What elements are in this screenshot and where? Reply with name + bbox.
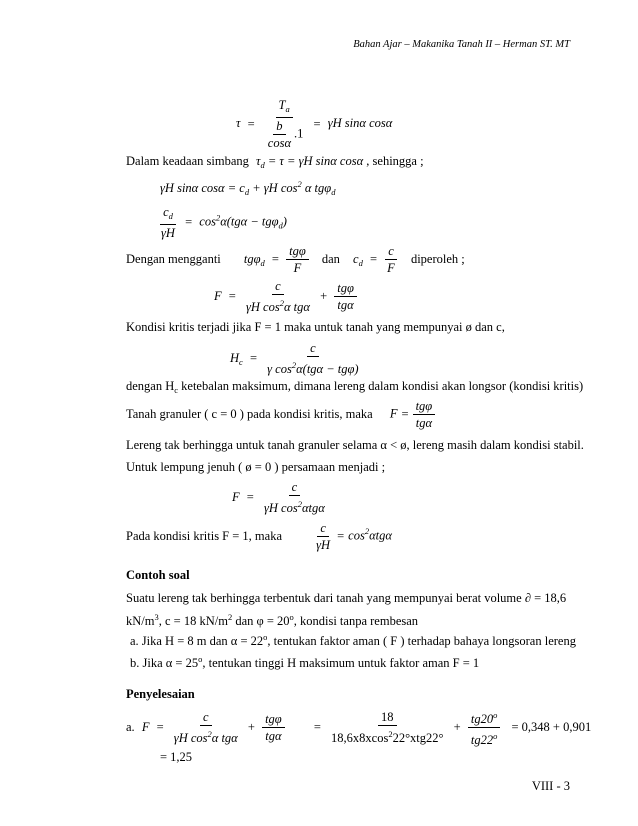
p2-num1: tgφ bbox=[286, 244, 309, 260]
sol-num4a: tg20 bbox=[470, 712, 494, 726]
eq3-sup: 2 bbox=[215, 212, 221, 223]
equation-5: $H_c$ = $\frac{c}{\gamma \cos^2\alpha(tg\alpha - tg\varphi)}$ bbox=[230, 341, 359, 376]
question-b bbox=[130, 654, 479, 671]
p2-num2: c bbox=[385, 244, 397, 260]
p9-l2sup: 3 bbox=[154, 612, 159, 622]
sol-num4b: o bbox=[493, 710, 498, 720]
equation-3 bbox=[158, 205, 287, 240]
p8-text: Pada kondisi kritis F = 1, maka bbox=[126, 529, 282, 543]
eq1-den-tail: .1 bbox=[294, 126, 304, 141]
eq1-equals: = bbox=[247, 116, 255, 131]
qa-a: a. Jika H = 8 m dan α = 22 bbox=[130, 634, 264, 648]
p9-l2a: kN/m bbox=[126, 614, 155, 628]
heading-contoh-soal: Contoh soal bbox=[126, 568, 190, 582]
solution-final: = 1,25 bbox=[160, 750, 193, 764]
qb-b: , tentukan tinggi H maksimum untuk faktor aman F = 1 bbox=[202, 656, 480, 670]
sol-num1: c bbox=[200, 710, 212, 726]
eq2-text: γH sinα cosα = c bbox=[160, 181, 245, 195]
eq6-num: c bbox=[289, 480, 301, 496]
paragraph-keadaan bbox=[126, 154, 424, 170]
eq2-tail: α tgφ bbox=[304, 181, 332, 195]
eq6-den-a: γH cos bbox=[263, 501, 298, 515]
sol-label: a. bbox=[126, 720, 135, 734]
p8-rhs-b: 2 bbox=[364, 526, 370, 537]
question-a bbox=[130, 632, 576, 649]
p2-sub2: d bbox=[358, 257, 363, 268]
qb-sup: o bbox=[198, 654, 203, 664]
p4-b: ketebalan maksimum, dimana lereng dalam kondisi akan longsor (kondisi kritis) bbox=[178, 379, 584, 393]
sol-lhs: F bbox=[141, 720, 150, 734]
paragraph-kritis: Kondisi kritis terjadi jika F = 1 maka untuk tanah yang mempunyai ø dan c, bbox=[126, 320, 505, 334]
eq4-den1a: γH cos bbox=[245, 300, 280, 314]
eq3-num: c bbox=[163, 205, 169, 219]
eq5-den-a: γ cos bbox=[267, 362, 292, 376]
eq1-inner-fraction bbox=[265, 119, 294, 150]
p2-lhs1: tgφ bbox=[243, 251, 261, 266]
paragraph-lempung: Untuk lempung jenuh ( ø = 0 ) persamaan menjadi ; bbox=[126, 460, 386, 474]
qa-sup: o bbox=[263, 632, 268, 642]
eq2-sub: d bbox=[244, 187, 250, 197]
p2-den1: F bbox=[293, 261, 302, 275]
p2-den2: F bbox=[387, 261, 395, 275]
sol-den4a: tg22 bbox=[470, 733, 494, 747]
p5-num: tgφ bbox=[413, 399, 436, 415]
eq5-num: c bbox=[307, 341, 319, 357]
p5-text: Tanah granuler ( c = 0 ) pada kondisi kritis, maka bbox=[126, 407, 373, 421]
eq1-tau: τ bbox=[236, 115, 241, 130]
p2-lhs2: c bbox=[353, 251, 359, 266]
p2-after: diperoleh ; bbox=[410, 252, 465, 266]
eq3-num-sub: d bbox=[168, 211, 173, 221]
paragraph-granuler: Tanah granuler ( c = 0 ) pada kondisi kritis, maka F = $\frac{\text{tgφ}}{\text{tgα}}$ bbox=[126, 399, 435, 430]
sol-result: = 0,348 + 0,901 bbox=[511, 720, 592, 734]
page-header: Bahan Ajar – Makanika Tanah II – Herman ST. MT bbox=[353, 39, 570, 50]
eq3-rhs: cos bbox=[199, 214, 216, 229]
eq6-den-c: αtgα bbox=[301, 501, 325, 515]
sol-den1c: α tgα bbox=[211, 731, 238, 745]
p1-before: Dalam keadaan simbang bbox=[126, 154, 249, 168]
eq3-close: ) bbox=[282, 214, 287, 229]
page-number: VIII - 3 bbox=[531, 779, 570, 793]
eq1-den-bot: cosα bbox=[267, 136, 292, 150]
p9-l2sup2: 2 bbox=[227, 612, 233, 622]
eq3-fraction bbox=[158, 205, 178, 240]
sol-den3b: 2 bbox=[388, 729, 393, 739]
eq5-den-c: α(tgα − tgφ) bbox=[296, 362, 359, 376]
eq2-plus: + γH cos bbox=[252, 181, 298, 195]
p4-sub: c bbox=[174, 385, 179, 395]
p8-rhs-c: αtgα bbox=[369, 529, 392, 543]
eq5-sub: c bbox=[239, 356, 243, 367]
sol-den3c: 22°xtg22° bbox=[392, 731, 444, 745]
p2-before: Dengan mengganti bbox=[126, 252, 221, 266]
eq3-rhs2: α(tgα − tgφ bbox=[220, 214, 279, 229]
paragraph-lereng-stabil: Lereng tak berhingga untuk tanah granuler selama α < ø, lereng masih dalam kondisi stabil. bbox=[126, 438, 584, 452]
p2-sub1: d bbox=[260, 257, 265, 268]
eq4-den1c: α tgα bbox=[283, 300, 310, 314]
solution-equation: a. F = $\frac{c}{\gamma H \cos^2\alpha tg\alpha}$ + $\frac{\text{tgφ}}{\text{tgα}}$ = $\frac{18}{18,6x8xcos^222^\circ xtg22^\circ}$ + $\frac{tg20^o}{tg22^o}$ = 0,348 + 0,901 bbox=[126, 710, 592, 747]
equation-2 bbox=[160, 179, 335, 197]
p5-den: tgα bbox=[415, 416, 433, 430]
eq3-den: γH bbox=[161, 226, 175, 240]
eq1-den-top: b bbox=[273, 119, 285, 135]
eq4-lhs: F bbox=[214, 289, 222, 303]
p8-rhs-a: cos bbox=[348, 529, 365, 543]
eq4-den2: tgα bbox=[337, 298, 354, 312]
eq2-sub2: d bbox=[331, 187, 336, 197]
paragraph-soal bbox=[126, 589, 574, 631]
p9-l2sup3: o bbox=[289, 612, 294, 622]
sol-den2: tgα bbox=[265, 729, 282, 743]
p2-dan: dan bbox=[321, 252, 340, 266]
p1-tau: τ bbox=[256, 154, 261, 168]
eq1-num-sub: a bbox=[285, 104, 290, 114]
equation-tau: τ = $T_a$ $\frac{b}{\cos\alpha}$ .1 = γH sinα cosα bbox=[236, 98, 393, 150]
eq6-lhs: F bbox=[232, 490, 240, 504]
qa-b: , tentukan faktor aman ( F ) terhadap bahaya longsoran lereng bbox=[267, 634, 576, 648]
paragraph-ketebalan bbox=[126, 379, 583, 395]
paragraph-mengganti: Dengan mengganti tgφ$_d$ = $\frac{\text{tgφ}}{F}$ dan $c_d$ = $\frac{c}{F}$ diperoleh ; bbox=[126, 244, 465, 275]
qb-a: b. Jika α = 25 bbox=[130, 656, 199, 670]
eq5-lhs: H bbox=[230, 350, 240, 365]
equation-4: F = $\frac{c}{\gamma H \cos^2\alpha tg\alpha}$ + $\frac{\text{tgφ}}{\text{tgα}}$ bbox=[214, 279, 357, 314]
eq4-num2: tgφ bbox=[334, 281, 357, 297]
eq1-rhs: γH sinα cosα bbox=[327, 115, 393, 130]
p4-a: dengan H bbox=[126, 379, 175, 393]
p9-l2b: , c = 18 kN/m bbox=[158, 614, 228, 628]
sol-den1a: γH cos bbox=[173, 731, 208, 745]
eq3-equals: = bbox=[185, 215, 193, 229]
sol-num3: 18 bbox=[378, 710, 397, 726]
p9-line1: Suatu lereng tak berhingga terbentuk dari tanah yang mempunyai berat volume ∂ = 18,6 bbox=[126, 591, 567, 605]
p1-after: , sehingga ; bbox=[366, 154, 424, 168]
eq6-den-b: 2 bbox=[297, 499, 302, 509]
eq4-den1b: 2 bbox=[279, 298, 284, 308]
p9-l2c: dan φ = 20 bbox=[232, 614, 290, 628]
heading-penyelesaian: Penyelesaian bbox=[126, 687, 195, 701]
p1-sub: d bbox=[260, 160, 265, 170]
eq4-num1: c bbox=[272, 279, 284, 295]
sol-num2: tgφ bbox=[262, 712, 285, 728]
eq5-den-b: 2 bbox=[291, 360, 297, 370]
sol-den4b: o bbox=[493, 731, 498, 741]
eq1-fraction bbox=[262, 98, 307, 150]
paragraph-kondisi-kritis: Pada kondisi kritis F = 1, maka $\frac{c}{\gamma H}$ = $\cos^2\alpha tg\alpha$ bbox=[126, 521, 392, 552]
p5-lhs: F bbox=[389, 407, 398, 421]
p8-den: γH bbox=[316, 538, 331, 552]
eq1-num: T bbox=[278, 98, 286, 112]
eq2-sup: 2 bbox=[297, 179, 302, 189]
sol-den3a: 18,6x8xcos bbox=[331, 731, 389, 745]
p8-num: c bbox=[317, 521, 329, 537]
p1-mid: = τ = γH sinα cosα bbox=[267, 154, 364, 168]
eq4-plus: + bbox=[320, 289, 328, 303]
eq3-sub: d bbox=[278, 220, 283, 231]
equation-6: F = $\frac{c}{\gamma H \cos^2\alpha tg\alpha}$ bbox=[232, 480, 325, 515]
p9-l2d: , kondisi tanpa rembesan bbox=[293, 614, 419, 628]
sol-den1b: 2 bbox=[207, 729, 212, 739]
